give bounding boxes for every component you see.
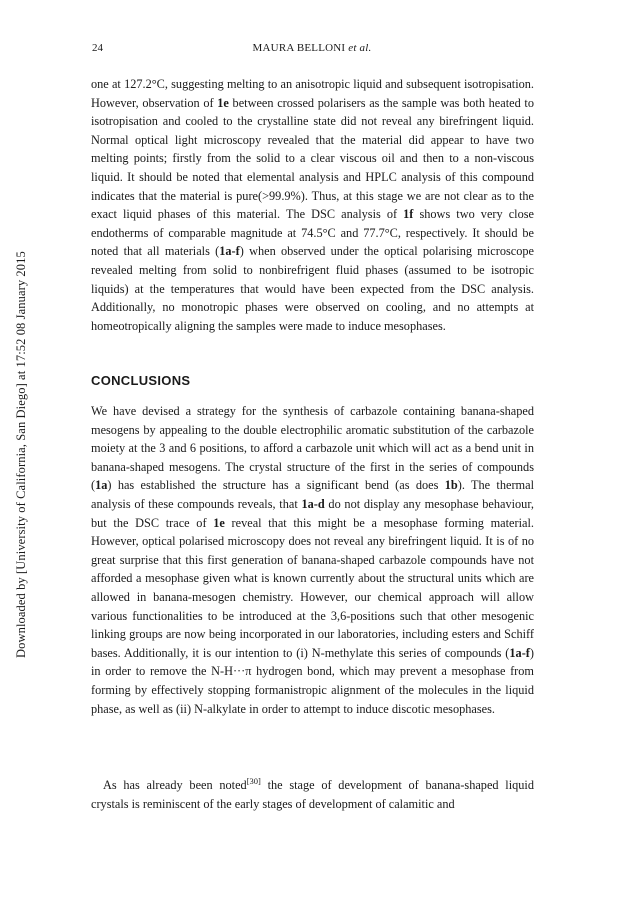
compound-label: 1a-f [219,244,240,259]
citation-ref: [30] [246,776,261,786]
paragraph-closing: As has already been noted[30] the stage of development of banana-shaped liquid crystals is reminiscent of the early stages of development of calamitic and [91,776,534,811]
compound-label: 1e [217,95,229,110]
compound-label: 1a-f [509,645,530,660]
running-head-author: MAURA BELLONI [252,42,346,54]
compound-label: 1f [403,207,414,222]
running-head [0,42,624,54]
paragraph-conclusions: We have devised a strategy for the synthesis of carbazole containing banana-shaped mesogens by appealing to the double electrophilic aromatic substitution of the carbazole moiety at the 3 and 6 positions, to afford a carbazole unit which will act as a bend unit in banana-shaped mesogens. The crystal structure of the first in the series of compounds (1a) has established the structure has a significant bend (as does 1b). The thermal analysis of these compounds reveals, that 1a-d do not display any mesophase behaviour, but the DSC trace of 1e reveal that this might be a mesophase forming material. However, optical polarised microscopy does not reveal any birefringent liquid. It is of no great surprise that this first generation of banana-shaped carbazole compounds have not afforded a mesophase given what is known currently about the structural units which are allowed in banana-mesogen chemistry. However, our chemical approach will allow various functionalities to be introduced at the 3,6-positions such that other mesogenic linking groups are now being incorporated in our laboratories, including esters and Schiff bases. Additionally, it is our intention to (i) N-methylate this series of compounds (1a-f) in order to remove the N-H···π hydrogen bond, which may prevent a mesophase from forming by effectively stopping formanistropic alignment of the molecules in the liquid phase, as well as (ii) N-alkylate in order to attempt to induce discotic mesophases. [91,404,534,716]
compound-label: 1b [444,478,458,493]
download-watermark: Downloaded by [University of California, San Diego] at 17:52 08 January 2015 [14,251,28,658]
paragraph-results-continued: one at 127.2°C, suggesting melting to an anisotropic liquid and subsequent isotropisation. However, observation of 1e between crossed polarisers as the sample was both heated to isotropisation and cooled to the crystalline state did not reveal any birefringent liquid. Normal optical light microscopy revealed that the material did appear to have two melting points; firstly from the solid to a clear viscous oil and then to a non-viscous liquid. It should be noted that elemental analysis and HPLC analysis of this compound indicates that the material is pure(>99.9%). Thus, at this stage we are not clear as to the exact liquid phases of this material. The DSC analysis of 1f shows two very close endotherms of comparable magnitude at 74.5°C and 77.7°C, respectively. It should be noted that all materials (1a-f) when observed under the optical polarising microscope revealed melting from solid to nonbirefrigent fluid phases (assumed to be isotropic liquids) at the temperatures that would have been expected from the DSC analysis. Additionally, no monotropic phases were observed on cooling, and no attempts at homeotropically aligning the samples were made to induce mesophases. [91,77,534,333]
section-heading-conclusions: CONCLUSIONS [91,373,191,388]
page-number: 24 [92,42,103,54]
running-head-etal: et al. [348,42,372,54]
compound-label: 1a [95,478,108,493]
compound-label: 1e [213,515,225,530]
compound-label: 1a-d [301,496,325,511]
